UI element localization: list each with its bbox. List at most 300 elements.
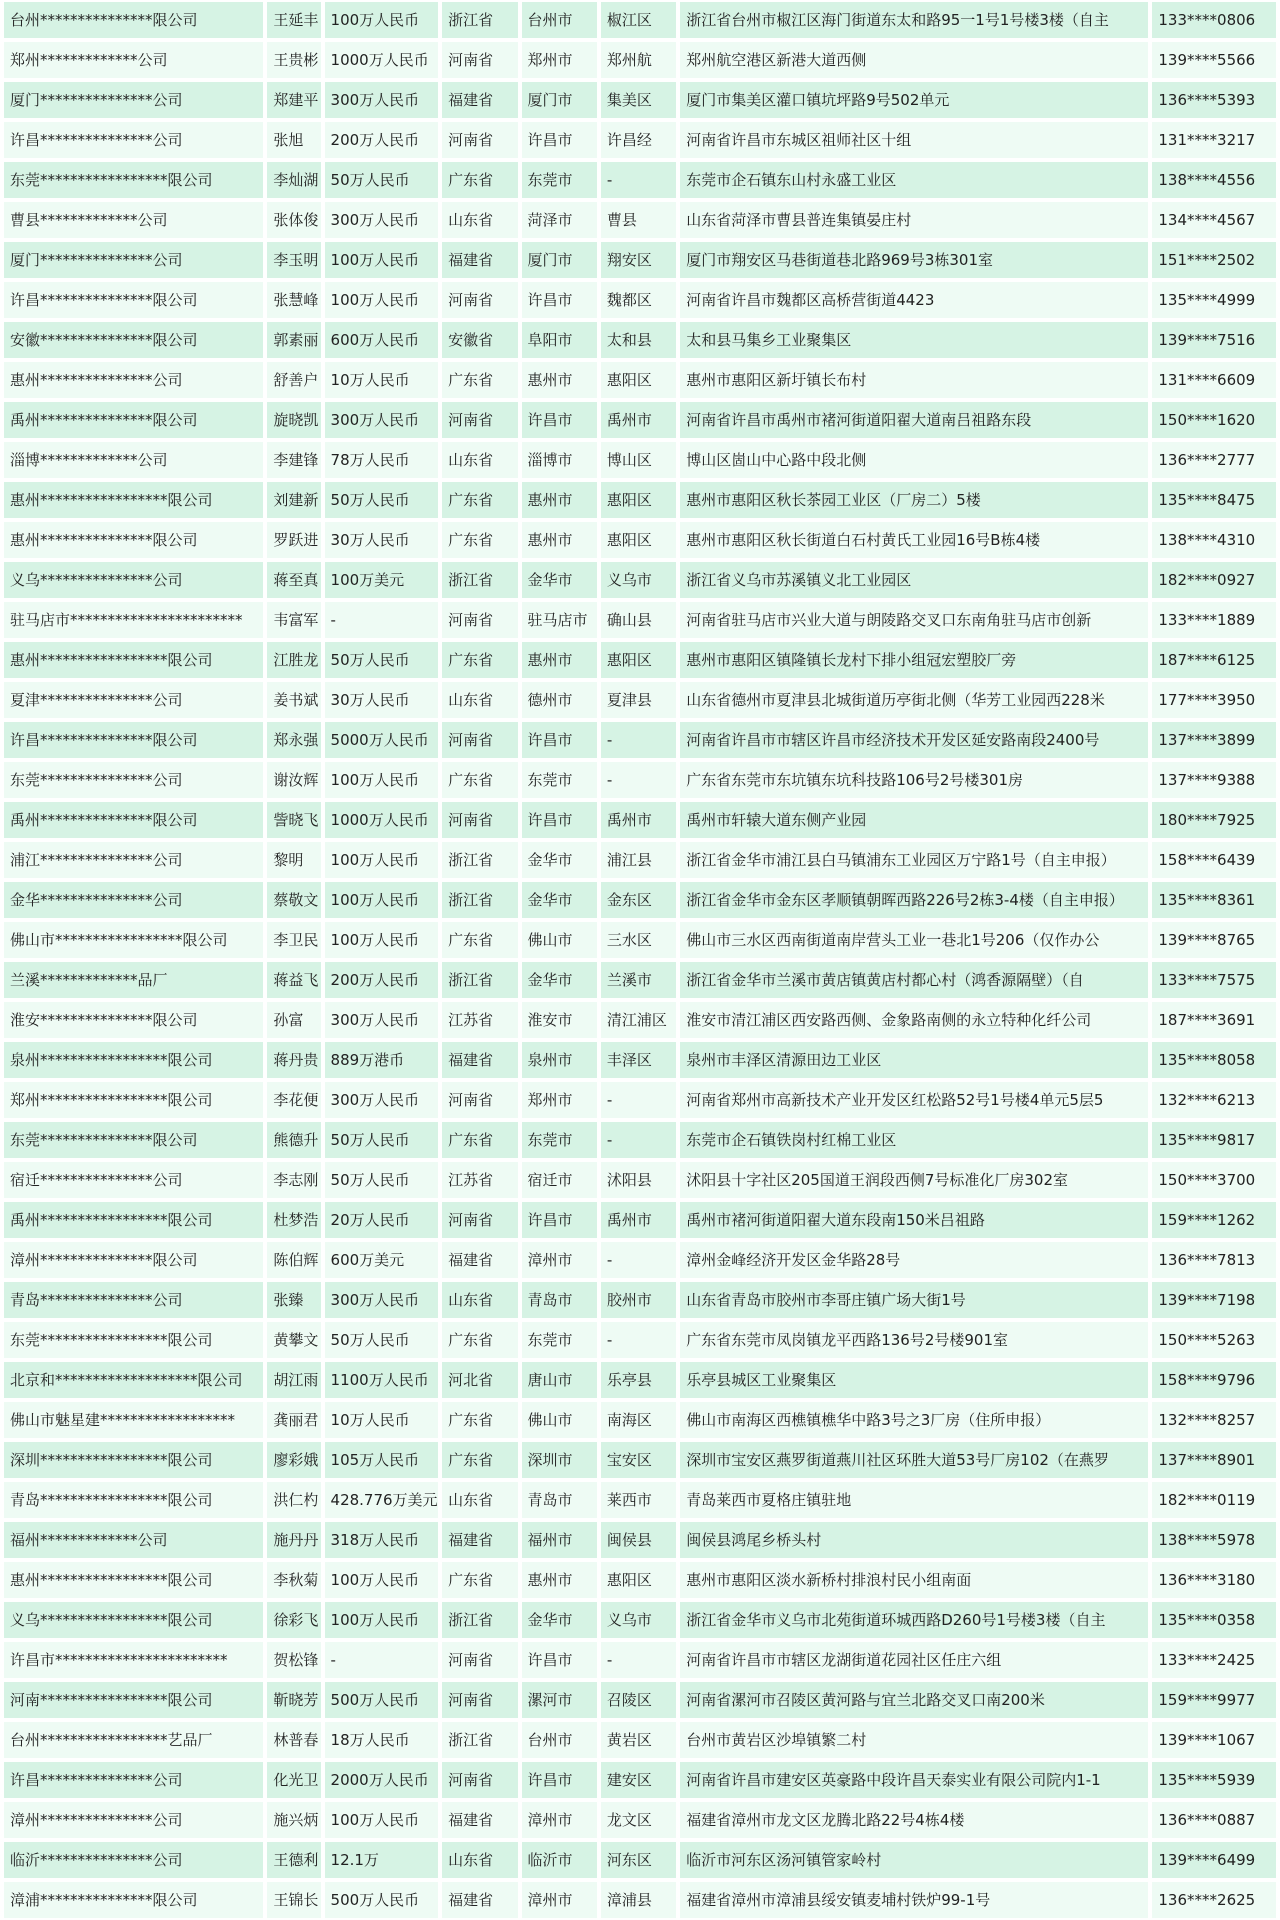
table-row	[4, 1362, 1276, 1398]
district-cell: -	[601, 1642, 676, 1678]
legal-rep-cell: 旋晓凯	[267, 402, 320, 438]
address-cell: 惠州市惠阳区新圩镇长布村	[680, 362, 1148, 398]
province-cell: 山东省	[442, 1282, 517, 1318]
company-name-cell: 许昌***************限公司	[4, 282, 263, 318]
phone-cell: 135****8361	[1152, 882, 1276, 918]
address-cell: 浙江省金华市浦江县白马镇浦东工业园区万宁路1号（自主申报）	[680, 842, 1148, 878]
phone-cell: 180****7925	[1152, 802, 1276, 838]
table-row	[4, 1042, 1276, 1078]
city-cell: 金华市	[522, 842, 597, 878]
district-cell: 禹州市	[601, 402, 676, 438]
company-name-cell: 惠州*****************限公司	[4, 642, 263, 678]
province-cell: 广东省	[442, 162, 517, 198]
legal-rep-cell: 王锦长	[267, 1882, 320, 1918]
capital-cell: 100万人民币	[325, 2, 439, 38]
phone-cell: 158****9796	[1152, 1362, 1276, 1398]
phone-cell: 136****2777	[1152, 442, 1276, 478]
phone-cell: 151****2502	[1152, 242, 1276, 278]
city-cell: 东莞市	[522, 762, 597, 798]
address-cell: 太和县马集乡工业聚集区	[680, 322, 1148, 358]
province-cell: 浙江省	[442, 1722, 517, 1758]
table-row	[4, 522, 1276, 558]
capital-cell: 100万人民币	[325, 242, 439, 278]
company-name-cell: 许昌市***********************	[4, 1642, 263, 1678]
legal-rep-cell: 李卫民	[267, 922, 320, 958]
province-cell: 福建省	[442, 1042, 517, 1078]
legal-rep-cell: 靳晓芳	[267, 1682, 320, 1718]
company-name-cell: 台州***************限公司	[4, 2, 263, 38]
city-cell: 菏泽市	[522, 202, 597, 238]
city-cell: 惠州市	[522, 1562, 597, 1598]
city-cell: 许昌市	[522, 1762, 597, 1798]
address-cell: 临沂市河东区汤河镇管家岭村	[680, 1842, 1148, 1878]
province-cell: 福建省	[442, 1802, 517, 1838]
company-name-cell: 惠州***************公司	[4, 362, 263, 398]
table-row	[4, 1762, 1276, 1798]
phone-cell: 158****6439	[1152, 842, 1276, 878]
capital-cell: -	[325, 602, 439, 638]
company-name-cell: 惠州*****************限公司	[4, 482, 263, 518]
table-row	[4, 1442, 1276, 1478]
table-row	[4, 1642, 1276, 1678]
address-cell: 广东省东莞市东坑镇东坑科技路106号2号楼301房	[680, 762, 1148, 798]
address-cell: 博山区崮山中心路中段北侧	[680, 442, 1148, 478]
capital-cell: 18万人民币	[325, 1722, 439, 1758]
city-cell: 许昌市	[522, 1642, 597, 1678]
phone-cell: 139****8765	[1152, 922, 1276, 958]
address-cell: 河南省漯河市召陵区黄河路与宜兰北路交叉口南200米	[680, 1682, 1148, 1718]
phone-cell: 150****1620	[1152, 402, 1276, 438]
phone-cell: 134****4567	[1152, 202, 1276, 238]
province-cell: 河南省	[442, 402, 517, 438]
city-cell: 佛山市	[522, 922, 597, 958]
province-cell: 山东省	[442, 442, 517, 478]
city-cell: 郑州市	[522, 1082, 597, 1118]
province-cell: 山东省	[442, 1482, 517, 1518]
phone-cell: 182****0927	[1152, 562, 1276, 598]
city-cell: 漳州市	[522, 1802, 597, 1838]
legal-rep-cell: 郑永强	[267, 722, 320, 758]
capital-cell: 1100万人民币	[325, 1362, 439, 1398]
capital-cell: 100万人民币	[325, 762, 439, 798]
city-cell: 许昌市	[522, 122, 597, 158]
address-cell: 浙江省金华市义乌市北苑街道环城西路D260号1号楼3楼（自主	[680, 1602, 1148, 1638]
table-row	[4, 1122, 1276, 1158]
legal-rep-cell: 舒善户	[267, 362, 320, 398]
address-cell: 厦门市翔安区马巷街道巷北路969号3栋301室	[680, 242, 1148, 278]
capital-cell: 500万人民币	[325, 1682, 439, 1718]
district-cell: 闽侯县	[601, 1522, 676, 1558]
phone-cell: 139****6499	[1152, 1842, 1276, 1878]
district-cell: 博山区	[601, 442, 676, 478]
company-name-cell: 泉州*****************限公司	[4, 1042, 263, 1078]
legal-rep-cell: 施兴炳	[267, 1802, 320, 1838]
city-cell: 深圳市	[522, 1442, 597, 1478]
table-row	[4, 1882, 1276, 1918]
legal-rep-cell: 张臻	[267, 1282, 320, 1318]
district-cell: 魏都区	[601, 282, 676, 318]
capital-cell: 300万人民币	[325, 202, 439, 238]
legal-rep-cell: 郭素丽	[267, 322, 320, 358]
address-cell: 山东省菏泽市曹县普连集镇晏庄村	[680, 202, 1148, 238]
district-cell: 龙文区	[601, 1802, 676, 1838]
phone-cell: 131****6609	[1152, 362, 1276, 398]
address-cell: 浙江省金华市金东区孝顺镇朝晖西路226号2栋3-4楼（自主申报）	[680, 882, 1148, 918]
company-name-cell: 佛山市*****************限公司	[4, 922, 263, 958]
province-cell: 浙江省	[442, 842, 517, 878]
capital-cell: -	[325, 1642, 439, 1678]
legal-rep-cell: 黎明	[267, 842, 320, 878]
legal-rep-cell: 龚丽君	[267, 1402, 320, 1438]
legal-rep-cell: 罗跃进	[267, 522, 320, 558]
district-cell: -	[601, 1082, 676, 1118]
address-cell: 河南省许昌市魏都区高桥营街道4423	[680, 282, 1148, 318]
company-name-cell: 漳州***************公司	[4, 1802, 263, 1838]
capital-cell: 5000万人民币	[325, 722, 439, 758]
city-cell: 漳州市	[522, 1882, 597, 1918]
company-name-cell: 青岛***************公司	[4, 1282, 263, 1318]
city-cell: 许昌市	[522, 402, 597, 438]
city-cell: 金华市	[522, 562, 597, 598]
capital-cell: 10万人民币	[325, 1402, 439, 1438]
phone-cell: 135****8475	[1152, 482, 1276, 518]
company-name-cell: 青岛*****************限公司	[4, 1482, 263, 1518]
district-cell: -	[601, 1122, 676, 1158]
province-cell: 河南省	[442, 282, 517, 318]
company-name-cell: 东莞***************限公司	[4, 1122, 263, 1158]
province-cell: 广东省	[442, 922, 517, 958]
address-cell: 河南省驻马店市兴业大道与朗陵路交叉口东南角驻马店市创新	[680, 602, 1148, 638]
district-cell: 宝安区	[601, 1442, 676, 1478]
province-cell: 广东省	[442, 1322, 517, 1358]
district-cell: 许昌经	[601, 122, 676, 158]
district-cell: 兰溪市	[601, 962, 676, 998]
phone-cell: 132****8257	[1152, 1402, 1276, 1438]
legal-rep-cell: 李玉明	[267, 242, 320, 278]
city-cell: 临沂市	[522, 1842, 597, 1878]
table-row	[4, 762, 1276, 798]
capital-cell: 300万人民币	[325, 82, 439, 118]
city-cell: 金华市	[522, 882, 597, 918]
table-row	[4, 1842, 1276, 1878]
company-name-cell: 东莞*****************限公司	[4, 162, 263, 198]
address-cell: 广东省东莞市凤岗镇龙平西路136号2号楼901室	[680, 1322, 1148, 1358]
province-cell: 浙江省	[442, 562, 517, 598]
province-cell: 江苏省	[442, 1162, 517, 1198]
company-name-cell: 义乌*****************限公司	[4, 1602, 263, 1638]
province-cell: 广东省	[442, 522, 517, 558]
phone-cell: 150****3700	[1152, 1162, 1276, 1198]
address-cell: 佛山市三水区西南街道南岸营头工业一巷北1号206（仅作办公	[680, 922, 1148, 958]
address-cell: 河南省许昌市东城区祖师社区十组	[680, 122, 1148, 158]
phone-cell: 132****6213	[1152, 1082, 1276, 1118]
district-cell: 黄岩区	[601, 1722, 676, 1758]
city-cell: 青岛市	[522, 1282, 597, 1318]
district-cell: 漳浦县	[601, 1882, 676, 1918]
company-name-cell: 淄博*************公司	[4, 442, 263, 478]
district-cell: 乐亭县	[601, 1362, 676, 1398]
company-name-cell: 福州*************公司	[4, 1522, 263, 1558]
capital-cell: 2000万人民币	[325, 1762, 439, 1798]
legal-rep-cell: 林普春	[267, 1722, 320, 1758]
address-cell: 沭阳县十字社区205国道王润段西侧7号标准化厂房302室	[680, 1162, 1148, 1198]
capital-cell: 500万人民币	[325, 1882, 439, 1918]
company-name-cell: 禹州***************限公司	[4, 802, 263, 838]
city-cell: 厦门市	[522, 82, 597, 118]
district-cell: 河东区	[601, 1842, 676, 1878]
district-cell: 胶州市	[601, 1282, 676, 1318]
capital-cell: 100万美元	[325, 562, 439, 598]
phone-cell: 133****2425	[1152, 1642, 1276, 1678]
table-row	[4, 282, 1276, 318]
legal-rep-cell: 王贵彬	[267, 42, 320, 78]
company-name-cell: 厦门***************公司	[4, 242, 263, 278]
legal-rep-cell: 李志刚	[267, 1162, 320, 1198]
table-row	[4, 202, 1276, 238]
address-cell: 东莞市企石镇铁岗村红棉工业区	[680, 1122, 1148, 1158]
company-name-cell: 许昌***************公司	[4, 122, 263, 158]
legal-rep-cell: 化光卫	[267, 1762, 320, 1798]
city-cell: 东莞市	[522, 1322, 597, 1358]
province-cell: 山东省	[442, 682, 517, 718]
company-name-cell: 惠州***************限公司	[4, 522, 263, 558]
phone-cell: 137****8901	[1152, 1442, 1276, 1478]
legal-rep-cell: 李建锋	[267, 442, 320, 478]
legal-rep-cell: 王延丰	[267, 2, 320, 38]
district-cell: 金东区	[601, 882, 676, 918]
city-cell: 宿迁市	[522, 1162, 597, 1198]
capital-cell: 50万人民币	[325, 1162, 439, 1198]
company-name-cell: 兰溪*************品厂	[4, 962, 263, 998]
table-row	[4, 1482, 1276, 1518]
city-cell: 漯河市	[522, 1682, 597, 1718]
phone-cell: 135****9817	[1152, 1122, 1276, 1158]
table-row	[4, 482, 1276, 518]
city-cell: 东莞市	[522, 1122, 597, 1158]
district-cell: 太和县	[601, 322, 676, 358]
district-cell: 惠阳区	[601, 1562, 676, 1598]
capital-cell: 100万人民币	[325, 842, 439, 878]
province-cell: 广东省	[442, 1442, 517, 1478]
address-cell: 淮安市清江浦区西安路西侧、金象路南侧的永立特种化纤公司	[680, 1002, 1148, 1038]
phone-cell: 136****3180	[1152, 1562, 1276, 1598]
province-cell: 江苏省	[442, 1002, 517, 1038]
company-name-cell: 浦江***************公司	[4, 842, 263, 878]
table-row	[4, 1282, 1276, 1318]
legal-rep-cell: 蔡敬文	[267, 882, 320, 918]
capital-cell: 1000万人民币	[325, 42, 439, 78]
legal-rep-cell: 江胜龙	[267, 642, 320, 678]
table-row	[4, 1522, 1276, 1558]
district-cell: 沭阳县	[601, 1162, 676, 1198]
capital-cell: 100万人民币	[325, 282, 439, 318]
company-name-cell: 佛山市魅星建******************	[4, 1402, 263, 1438]
capital-cell: 100万人民币	[325, 1802, 439, 1838]
district-cell: -	[601, 1322, 676, 1358]
district-cell: 建安区	[601, 1762, 676, 1798]
address-cell: 河南省许昌市禹州市褚河街道阳翟大道南吕祖路东段	[680, 402, 1148, 438]
legal-rep-cell: 洪仁杓	[267, 1482, 320, 1518]
phone-cell: 135****4999	[1152, 282, 1276, 318]
phone-cell: 159****9977	[1152, 1682, 1276, 1718]
address-cell: 漳州金峰经济开发区金华路28号	[680, 1242, 1148, 1278]
legal-rep-cell: 熊德升	[267, 1122, 320, 1158]
table-row	[4, 882, 1276, 918]
phone-cell: 135****8058	[1152, 1042, 1276, 1078]
province-cell: 浙江省	[442, 2, 517, 38]
address-cell: 山东省青岛市胶州市李哥庄镇广场大街1号	[680, 1282, 1148, 1318]
district-cell: 夏津县	[601, 682, 676, 718]
company-name-cell: 许昌***************公司	[4, 1762, 263, 1798]
district-cell: -	[601, 1242, 676, 1278]
district-cell: 丰泽区	[601, 1042, 676, 1078]
address-cell: 佛山市南海区西樵镇樵华中路3号之3厂房（住所申报）	[680, 1402, 1148, 1438]
phone-cell: 137****9388	[1152, 762, 1276, 798]
province-cell: 河南省	[442, 1762, 517, 1798]
table-row	[4, 1162, 1276, 1198]
table-row	[4, 1602, 1276, 1638]
company-name-cell: 金华***************公司	[4, 882, 263, 918]
phone-cell: 139****5566	[1152, 42, 1276, 78]
legal-rep-cell: 施丹丹	[267, 1522, 320, 1558]
city-cell: 金华市	[522, 1602, 597, 1638]
legal-rep-cell: 徐彩飞	[267, 1602, 320, 1638]
province-cell: 广东省	[442, 362, 517, 398]
province-cell: 福建省	[442, 1522, 517, 1558]
district-cell: 确山县	[601, 602, 676, 638]
capital-cell: 300万人民币	[325, 402, 439, 438]
province-cell: 河南省	[442, 802, 517, 838]
phone-cell: 139****7198	[1152, 1282, 1276, 1318]
table-row	[4, 842, 1276, 878]
company-name-cell: 北京和*******************限公司	[4, 1362, 263, 1398]
capital-cell: 100万人民币	[325, 1562, 439, 1598]
table-row	[4, 922, 1276, 958]
city-cell: 唐山市	[522, 1362, 597, 1398]
phone-cell: 135****5939	[1152, 1762, 1276, 1798]
district-cell: 曹县	[601, 202, 676, 238]
table-row	[4, 602, 1276, 638]
capital-cell: 300万人民币	[325, 1082, 439, 1118]
table-row	[4, 1562, 1276, 1598]
province-cell: 河北省	[442, 1362, 517, 1398]
capital-cell: 600万人民币	[325, 322, 439, 358]
district-cell: -	[601, 762, 676, 798]
city-cell: 许昌市	[522, 802, 597, 838]
phone-cell: 138****4310	[1152, 522, 1276, 558]
table-row	[4, 1002, 1276, 1038]
address-cell: 青岛莱西市夏格庄镇驻地	[680, 1482, 1148, 1518]
capital-cell: 600万美元	[325, 1242, 439, 1278]
legal-rep-cell: 姜书斌	[267, 682, 320, 718]
district-cell: 南海区	[601, 1402, 676, 1438]
address-cell: 厦门市集美区灌口镇坑坪路9号502单元	[680, 82, 1148, 118]
legal-rep-cell: 訾晓飞	[267, 802, 320, 838]
district-cell: 集美区	[601, 82, 676, 118]
legal-rep-cell: 李灿湖	[267, 162, 320, 198]
legal-rep-cell: 陈伯辉	[267, 1242, 320, 1278]
district-cell: -	[601, 722, 676, 758]
address-cell: 闽侯县鸿尾乡桥头村	[680, 1522, 1148, 1558]
table-row	[4, 362, 1276, 398]
capital-cell: 50万人民币	[325, 1322, 439, 1358]
district-cell: 禹州市	[601, 1202, 676, 1238]
district-cell: -	[601, 162, 676, 198]
address-cell: 福建省漳州市漳浦县绥安镇麦埔村铁炉99-1号	[680, 1882, 1148, 1918]
phone-cell: 138****4556	[1152, 162, 1276, 198]
capital-cell: 20万人民币	[325, 1202, 439, 1238]
company-name-cell: 夏津***************公司	[4, 682, 263, 718]
district-cell: 三水区	[601, 922, 676, 958]
capital-cell: 10万人民币	[325, 362, 439, 398]
phone-cell: 187****6125	[1152, 642, 1276, 678]
company-name-cell: 驻马店市***********************	[4, 602, 263, 638]
phone-cell: 138****5978	[1152, 1522, 1276, 1558]
phone-cell: 136****2625	[1152, 1882, 1276, 1918]
district-cell: 椒江区	[601, 2, 676, 38]
table-row	[4, 162, 1276, 198]
company-name-cell: 东莞***************公司	[4, 762, 263, 798]
company-name-cell: 安徽***************限公司	[4, 322, 263, 358]
company-name-cell: 惠州*****************限公司	[4, 1562, 263, 1598]
address-cell: 深圳市宝安区燕罗街道燕川社区环胜大道53号厂房102（在燕罗	[680, 1442, 1148, 1478]
legal-rep-cell: 黄攀文	[267, 1322, 320, 1358]
province-cell: 河南省	[442, 1082, 517, 1118]
province-cell: 广东省	[442, 762, 517, 798]
address-cell: 浙江省台州市椒江区海门街道东太和路95一1号1号楼3楼（自主	[680, 2, 1148, 38]
table-row	[4, 2, 1276, 38]
company-name-cell: 河南*****************限公司	[4, 1682, 263, 1718]
table-row	[4, 1202, 1276, 1238]
capital-cell: 1000万人民币	[325, 802, 439, 838]
company-name-cell: 东莞*****************限公司	[4, 1322, 263, 1358]
province-cell: 福建省	[442, 1882, 517, 1918]
legal-rep-cell: 李花便	[267, 1082, 320, 1118]
legal-rep-cell: 谢汝辉	[267, 762, 320, 798]
capital-cell: 30万人民币	[325, 522, 439, 558]
table-row	[4, 1722, 1276, 1758]
capital-cell: 300万人民币	[325, 1002, 439, 1038]
address-cell: 河南省许昌市建安区英豪路中段许昌天泰实业有限公司院内1-1	[680, 1762, 1148, 1798]
address-cell: 浙江省义乌市苏溪镇义北工业园区	[680, 562, 1148, 598]
legal-rep-cell: 廖彩娥	[267, 1442, 320, 1478]
legal-rep-cell: 张慧峰	[267, 282, 320, 318]
table-row	[4, 962, 1276, 998]
legal-rep-cell: 蒋至真	[267, 562, 320, 598]
phone-cell: 135****0358	[1152, 1602, 1276, 1638]
legal-rep-cell: 李秋菊	[267, 1562, 320, 1598]
table-row	[4, 1082, 1276, 1118]
address-cell: 河南省郑州市高新技术产业开发区红松路52号1号楼4单元5层5	[680, 1082, 1148, 1118]
capital-cell: 200万人民币	[325, 122, 439, 158]
phone-cell: 137****3899	[1152, 722, 1276, 758]
city-cell: 厦门市	[522, 242, 597, 278]
phone-cell: 150****5263	[1152, 1322, 1276, 1358]
company-name-cell: 禹州*****************限公司	[4, 1202, 263, 1238]
capital-cell: 889万港币	[325, 1042, 439, 1078]
district-cell: 翔安区	[601, 242, 676, 278]
city-cell: 淮安市	[522, 1002, 597, 1038]
city-cell: 惠州市	[522, 482, 597, 518]
province-cell: 浙江省	[442, 882, 517, 918]
district-cell: 清江浦区	[601, 1002, 676, 1038]
city-cell: 许昌市	[522, 1202, 597, 1238]
capital-cell: 50万人民币	[325, 482, 439, 518]
phone-cell: 136****0887	[1152, 1802, 1276, 1838]
company-name-cell: 深圳*****************限公司	[4, 1442, 263, 1478]
province-cell: 福建省	[442, 82, 517, 118]
table-row	[4, 122, 1276, 158]
